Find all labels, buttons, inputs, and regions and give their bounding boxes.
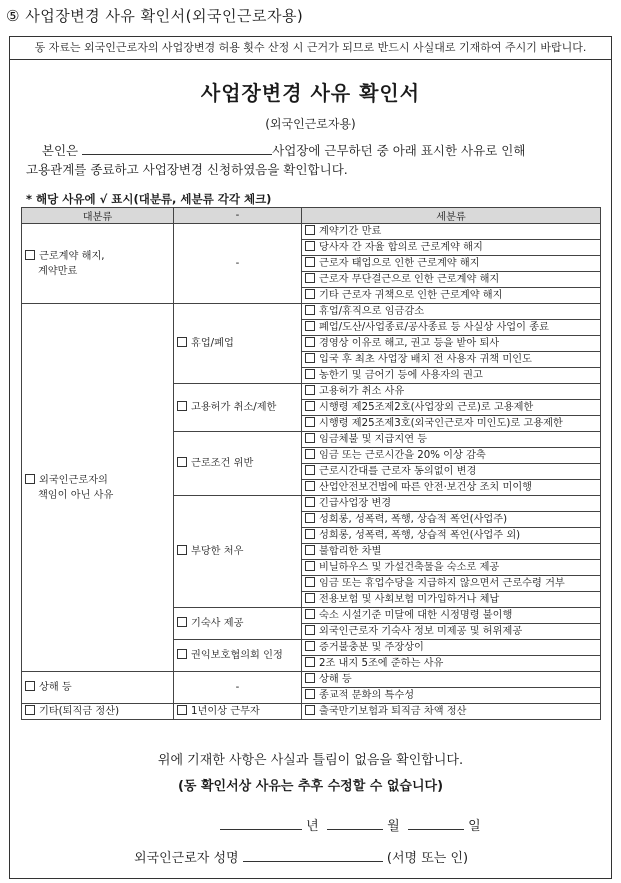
major-injury[interactable]: 상해 등 bbox=[22, 672, 174, 704]
minor-item[interactable]: 입국 후 최초 사업장 배치 전 사용자 귀책 미인도 bbox=[302, 352, 601, 368]
minor-item[interactable]: 경영상 이유로 해고, 권고 등을 받아 퇴사 bbox=[302, 336, 601, 352]
checkbox[interactable] bbox=[177, 337, 187, 347]
notice: 동 자료는 외국인근로자의 사업장변경 허용 횟수 산정 시 근거가 되므로 반드시 사실대로 기재하여 주시기 바랍니다. bbox=[10, 37, 611, 60]
day-label: 일 bbox=[468, 819, 481, 834]
minor-item[interactable]: 폐업/도산/사업종료/공사종료 등 사실상 사업이 종료 bbox=[302, 320, 601, 336]
checkbox[interactable] bbox=[305, 513, 315, 523]
checkbox[interactable] bbox=[305, 577, 315, 587]
minor-item[interactable]: 당사자 간 자율 합의로 근로계약 해지 bbox=[302, 240, 601, 256]
checkbox[interactable] bbox=[305, 609, 315, 619]
checkbox[interactable] bbox=[305, 257, 315, 267]
signature-suffix: (서명 또는 인) bbox=[386, 851, 469, 866]
workplace-name-field[interactable] bbox=[82, 141, 272, 155]
document-title: 사업장변경 사유 확인서 bbox=[200, 81, 421, 105]
checkbox[interactable] bbox=[305, 433, 315, 443]
intro-part3: 고용관계를 종료하고 사업장변경 신청하였음을 확인합니다. bbox=[26, 162, 348, 177]
checkbox[interactable] bbox=[305, 641, 315, 651]
minor-item[interactable]: 농한기 및 금어기 등에 사용자의 권고 bbox=[302, 368, 601, 384]
middle-dormitory[interactable]: 기숙사 제공 bbox=[174, 608, 302, 640]
confirm-statement: 위에 기재한 사항은 사실과 틀림이 없음을 확인합니다. bbox=[157, 753, 464, 768]
document-subtitle: (외국인근로자용) bbox=[265, 117, 356, 131]
checkbox[interactable] bbox=[25, 705, 35, 715]
form-frame bbox=[9, 36, 612, 879]
year-label: 년 bbox=[306, 819, 319, 834]
checkbox[interactable] bbox=[305, 545, 315, 555]
checkbox[interactable] bbox=[305, 705, 315, 715]
minor-item[interactable]: 전용보험 및 사회보험 미가입하거나 체납 bbox=[302, 592, 601, 608]
minor-item[interactable]: 계약기간 만료 bbox=[302, 224, 601, 240]
minor-item[interactable]: 상해 등 bbox=[302, 672, 601, 688]
checkbox[interactable] bbox=[177, 545, 187, 555]
minor-item[interactable]: 시행령 제25조제3호(외국인근로자 미인도)로 고용제한 bbox=[302, 416, 601, 432]
reason-table bbox=[21, 207, 601, 720]
checkbox[interactable] bbox=[177, 705, 187, 715]
checkbox[interactable] bbox=[305, 353, 315, 363]
no-revision-note: (동 확인서상 사유는 추후 수정할 수 없습니다) bbox=[177, 779, 444, 794]
checkbox[interactable] bbox=[305, 465, 315, 475]
worker-name-field[interactable] bbox=[243, 847, 383, 862]
check-hint: * 해당 사유에 √ 표시(대분류, 세분류 각각 체크) bbox=[26, 192, 272, 206]
header-minor: 세분류 bbox=[302, 208, 601, 224]
checkbox[interactable] bbox=[305, 689, 315, 699]
minor-item[interactable]: 출국만기보험과 퇴직금 차액 정산 bbox=[302, 704, 601, 720]
minor-item[interactable]: 고용허가 취소 사유 bbox=[302, 384, 601, 400]
table-header-row bbox=[22, 208, 601, 224]
major-not-worker-fault[interactable]: 외국인근로자의 책임이 아닌 사유 bbox=[22, 304, 174, 672]
minor-item[interactable]: 비닐하우스 및 가설건축물을 숙소로 제공 bbox=[302, 560, 601, 576]
checkbox[interactable] bbox=[305, 289, 315, 299]
middle-closure[interactable]: 휴업/폐업 bbox=[174, 304, 302, 384]
minor-item[interactable]: 근로자 태업으로 인한 근로계약 해지 bbox=[302, 256, 601, 272]
year-field[interactable] bbox=[220, 815, 302, 830]
minor-item[interactable]: 근로시간대를 근로자 동의없이 변경 bbox=[302, 464, 601, 480]
minor-item[interactable]: 외국인근로자 기숙사 정보 미제공 및 허위제공 bbox=[302, 624, 601, 640]
checkbox[interactable] bbox=[305, 369, 315, 379]
middle-rights-council[interactable]: 권익보호협의회 인정 bbox=[174, 640, 302, 672]
minor-item[interactable]: 숙소 시설기준 미달에 대한 시정명령 불이행 bbox=[302, 608, 601, 624]
intro-part1: 본인은 bbox=[41, 143, 79, 158]
worker-name-label: 외국인근로자 성명 bbox=[134, 851, 239, 866]
intro-paragraph bbox=[26, 141, 596, 179]
signature-line bbox=[134, 847, 468, 866]
checkbox[interactable] bbox=[305, 337, 315, 347]
section-title: ⑤ 사업장변경 사유 확인서(외국인근로자용) bbox=[6, 7, 304, 25]
minor-item[interactable]: 시행령 제25조제2호(사업장외 근로)로 고용제한 bbox=[302, 400, 601, 416]
checkbox[interactable] bbox=[305, 497, 315, 507]
minor-item[interactable]: 성희롱, 성폭력, 폭행, 상습적 폭언(사업주 외) bbox=[302, 528, 601, 544]
intro-part2: 사업장에 근무하던 중 아래 표시한 사유로 인해 bbox=[272, 143, 526, 158]
middle-cell: - bbox=[174, 672, 302, 704]
checkbox[interactable] bbox=[305, 673, 315, 683]
middle-over-one-year[interactable]: 1년이상 근무자 bbox=[174, 704, 302, 720]
checkbox[interactable] bbox=[305, 449, 315, 459]
minor-item[interactable]: 성희롱, 성폭력, 폭행, 상습적 폭언(사업주) bbox=[302, 512, 601, 528]
minor-item[interactable]: 휴업/휴직으로 임금감소 bbox=[302, 304, 601, 320]
month-field[interactable] bbox=[327, 815, 383, 830]
checkbox[interactable] bbox=[177, 649, 187, 659]
checkbox[interactable] bbox=[305, 561, 315, 571]
checkbox[interactable] bbox=[305, 657, 315, 667]
checkbox[interactable] bbox=[305, 401, 315, 411]
checkbox[interactable] bbox=[25, 474, 35, 484]
checkbox[interactable] bbox=[25, 250, 35, 260]
minor-item[interactable]: 근로자 무단결근으로 인한 근로계약 해지 bbox=[302, 272, 601, 288]
month-label: 월 bbox=[387, 819, 400, 834]
minor-item[interactable]: 긴급사업장 변경 bbox=[302, 496, 601, 512]
minor-item[interactable]: 임금 또는 휴업수당을 지급하지 않으면서 근로수령 거부 bbox=[302, 576, 601, 592]
checkbox[interactable] bbox=[305, 273, 315, 283]
checkbox[interactable] bbox=[305, 593, 315, 603]
checkbox[interactable] bbox=[177, 401, 187, 411]
minor-item[interactable]: 증거불충분 및 주장상이 bbox=[302, 640, 601, 656]
checkbox[interactable] bbox=[305, 385, 315, 395]
major-contract-end[interactable]: 근로계약 해지, 계약만료 bbox=[22, 224, 174, 304]
table-row bbox=[22, 224, 601, 240]
checkbox[interactable] bbox=[305, 305, 315, 315]
date-line bbox=[220, 815, 481, 834]
major-severance[interactable]: 기타(퇴직금 정산) bbox=[22, 704, 174, 720]
checkbox[interactable] bbox=[305, 529, 315, 539]
minor-item[interactable]: 종교적 문화의 특수성 bbox=[302, 688, 601, 704]
header-major: 대분류 bbox=[22, 208, 174, 224]
middle-permit-cancel[interactable]: 고용허가 취소/제한 bbox=[174, 384, 302, 432]
checkbox[interactable] bbox=[305, 625, 315, 635]
checkbox[interactable] bbox=[305, 225, 315, 235]
minor-item[interactable]: 임금체불 및 지급지연 등 bbox=[302, 432, 601, 448]
checkbox[interactable] bbox=[177, 617, 187, 627]
minor-item[interactable]: 2조 내지 5조에 준하는 사유 bbox=[302, 656, 601, 672]
table-row bbox=[22, 704, 601, 720]
checkbox[interactable] bbox=[305, 241, 315, 251]
checkbox[interactable] bbox=[305, 321, 315, 331]
middle-unfair-treatment[interactable]: 부당한 처우 bbox=[174, 496, 302, 608]
checkbox[interactable] bbox=[177, 457, 187, 467]
table-row bbox=[22, 304, 601, 320]
checkbox[interactable] bbox=[25, 681, 35, 691]
minor-item[interactable]: 임금 또는 근로시간을 20% 이상 감축 bbox=[302, 448, 601, 464]
minor-item[interactable]: 산업안전보건법에 따른 안전·보건상 조치 미이행 bbox=[302, 480, 601, 496]
header-middle: - bbox=[174, 208, 302, 224]
middle-labor-violation[interactable]: 근로조건 위반 bbox=[174, 432, 302, 496]
checkbox[interactable] bbox=[305, 417, 315, 427]
minor-item[interactable]: 기타 근로자 귀책으로 인한 근로계약 해지 bbox=[302, 288, 601, 304]
middle-cell: - bbox=[174, 224, 302, 304]
table-row bbox=[22, 672, 601, 688]
checkbox[interactable] bbox=[305, 481, 315, 491]
minor-item[interactable]: 불합리한 차별 bbox=[302, 544, 601, 560]
day-field[interactable] bbox=[408, 815, 464, 830]
